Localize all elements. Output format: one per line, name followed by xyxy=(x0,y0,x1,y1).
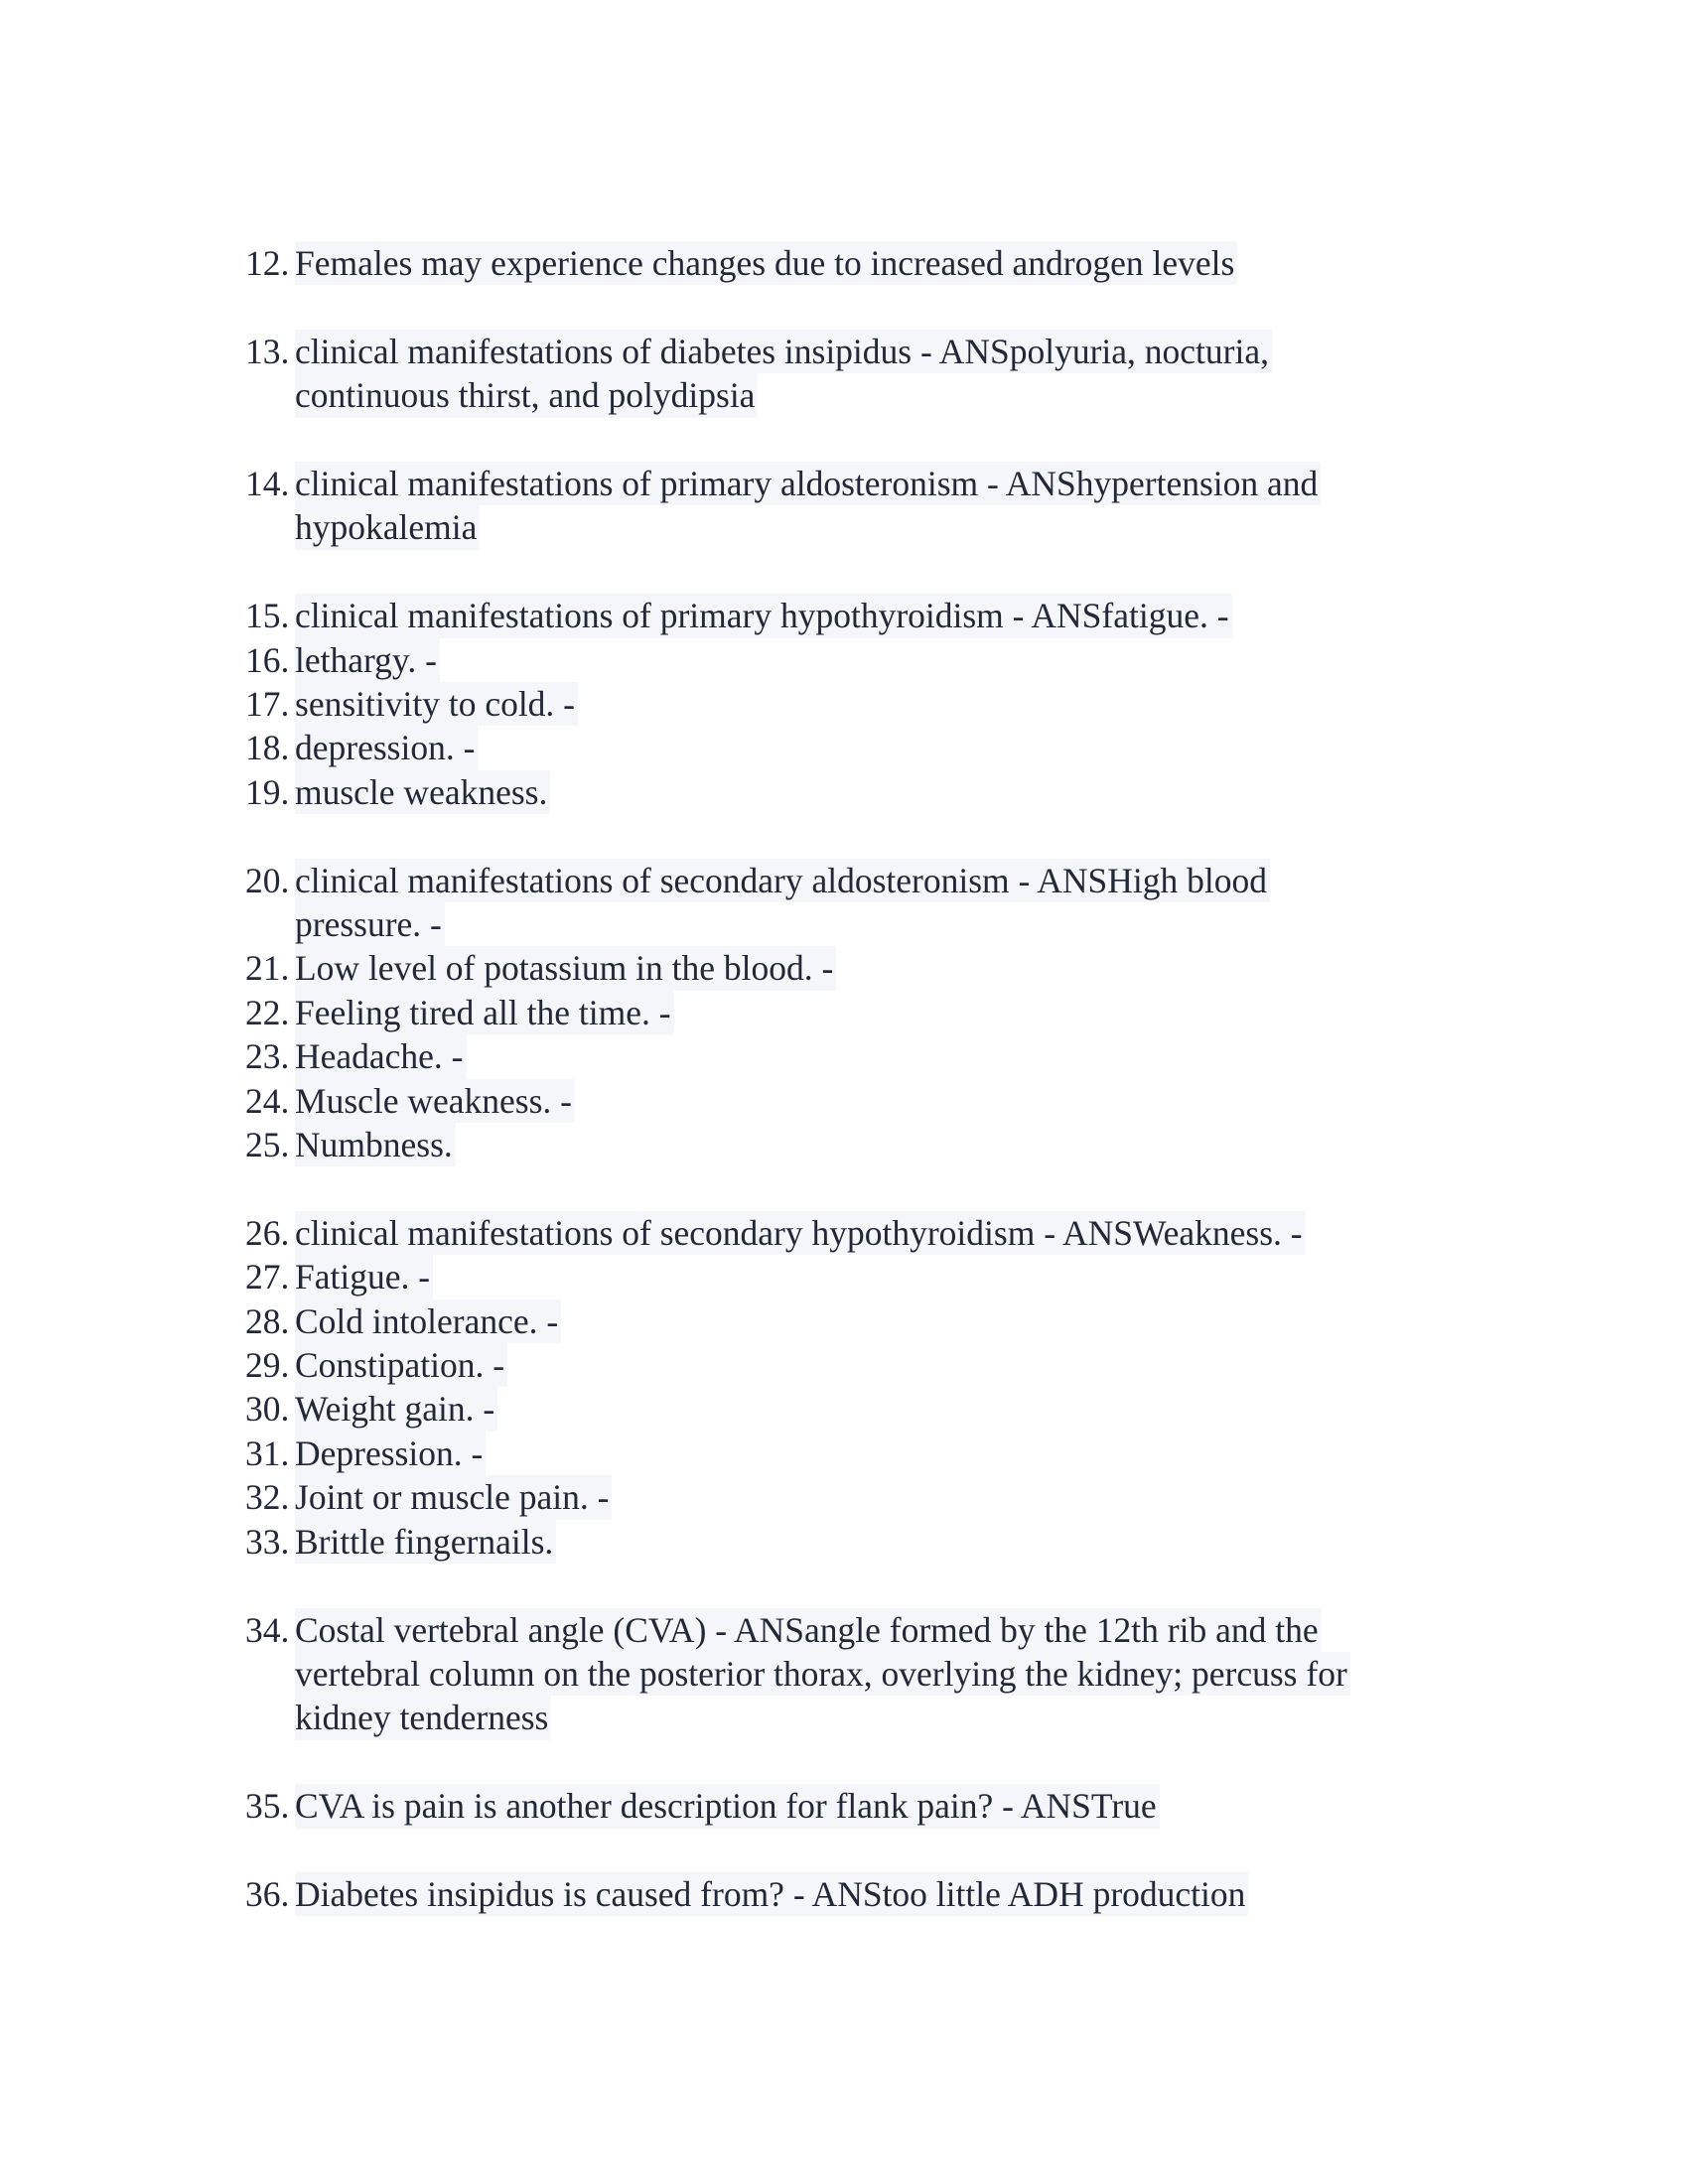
item-text xyxy=(295,682,578,726)
item-group xyxy=(245,1211,1536,1564)
list-item xyxy=(245,770,1536,814)
item-text xyxy=(295,1784,1160,1828)
list-item xyxy=(245,241,1536,285)
list-item xyxy=(245,946,1536,990)
list-item xyxy=(245,1784,1536,1828)
list-item xyxy=(245,1123,1536,1166)
text-line: Muscle weakness. - xyxy=(295,1079,575,1123)
item-text xyxy=(295,1387,497,1431)
item-number: 20. xyxy=(245,860,290,900)
list-item xyxy=(245,1520,1536,1564)
text-line: clinical manifestations of primary hypothyroidism - ANSfatigue. - xyxy=(295,594,1232,637)
item-text xyxy=(295,241,1237,285)
item-text xyxy=(295,1211,1306,1255)
list-item xyxy=(245,859,1536,947)
item-number: 28. xyxy=(245,1300,290,1341)
text-line: Numbness. xyxy=(295,1123,456,1166)
item-number: 18. xyxy=(245,728,290,768)
list-item xyxy=(245,682,1536,726)
item-group xyxy=(245,330,1536,418)
item-number: 29. xyxy=(245,1345,290,1386)
item-number: 16. xyxy=(245,639,290,680)
text-line: Feeling tired all the time. - xyxy=(295,991,674,1034)
text-line: Constipation. - xyxy=(295,1343,507,1387)
item-group xyxy=(245,594,1536,814)
list-item xyxy=(245,1034,1536,1078)
list-item xyxy=(245,462,1536,550)
list-item xyxy=(245,1872,1536,1916)
item-text xyxy=(295,859,1270,947)
text-line: lethargy. - xyxy=(295,638,440,682)
item-text xyxy=(295,770,550,814)
text-line: continuous thirst, and polydipsia xyxy=(295,373,758,417)
text-line: pressure. - xyxy=(295,902,445,946)
item-group xyxy=(245,1784,1536,1828)
item-number: 32. xyxy=(245,1477,290,1518)
text-line: Cold intolerance. - xyxy=(295,1299,561,1343)
item-text xyxy=(295,1520,556,1564)
text-line: Weight gain. - xyxy=(295,1387,497,1431)
text-line: Costal vertebral angle (CVA) - ANSangle formed by the 12th rib and the xyxy=(295,1608,1322,1652)
text-line: muscle weakness. xyxy=(295,770,550,814)
list-item xyxy=(245,726,1536,769)
text-line: Brittle fingernails. xyxy=(295,1520,556,1564)
item-group xyxy=(245,241,1536,285)
item-text xyxy=(295,638,440,682)
item-text xyxy=(295,594,1232,637)
item-group xyxy=(245,1872,1536,1916)
text-line: CVA is pain is another description for flank pain? - ANSTrue xyxy=(295,1784,1160,1828)
list-item xyxy=(245,1608,1536,1740)
item-group xyxy=(245,859,1536,1167)
text-line: clinical manifestations of secondary aldosteronism - ANSHigh blood xyxy=(295,859,1270,902)
text-line: vertebral column on the posterior thorax, overlying the kidney; percuss for xyxy=(295,1652,1350,1696)
text-line: Depression. - xyxy=(295,1432,486,1475)
list-item xyxy=(245,638,1536,682)
item-text xyxy=(295,1475,612,1519)
text-line: Diabetes insipidus is caused from? - ANStoo little ADH production xyxy=(295,1872,1248,1916)
item-number: 22. xyxy=(245,992,290,1032)
item-number: 19. xyxy=(245,771,290,812)
text-line: clinical manifestations of secondary hypothyroidism - ANSWeakness. - xyxy=(295,1211,1306,1255)
item-text xyxy=(295,330,1272,418)
text-line: clinical manifestations of primary aldosteronism - ANShypertension and xyxy=(295,462,1321,505)
item-group xyxy=(245,1608,1536,1740)
list-item xyxy=(245,991,1536,1034)
item-number: 12. xyxy=(245,243,290,283)
item-text xyxy=(295,1608,1350,1740)
item-text xyxy=(295,1872,1248,1916)
list-item xyxy=(245,1299,1536,1343)
item-number: 34. xyxy=(245,1609,290,1650)
item-number: 23. xyxy=(245,1036,290,1077)
list-item xyxy=(245,1343,1536,1387)
item-text xyxy=(295,946,836,990)
item-number: 15. xyxy=(245,596,290,636)
item-number: 13. xyxy=(245,331,290,371)
item-number: 35. xyxy=(245,1786,290,1827)
item-number: 25. xyxy=(245,1125,290,1165)
item-text xyxy=(295,1343,507,1387)
list-item xyxy=(245,330,1536,418)
item-number: 36. xyxy=(245,1873,290,1914)
item-number: 24. xyxy=(245,1080,290,1121)
list-item xyxy=(245,1079,1536,1123)
text-line: Fatigue. - xyxy=(295,1255,433,1298)
list-item xyxy=(245,1387,1536,1431)
item-group xyxy=(245,462,1536,550)
item-number: 30. xyxy=(245,1389,290,1430)
text-line: clinical manifestations of diabetes insipidus - ANSpolyuria, nocturia, xyxy=(295,330,1272,373)
text-line: Headache. - xyxy=(295,1034,467,1078)
item-number: 14. xyxy=(245,464,290,503)
item-text xyxy=(295,1299,561,1343)
item-number: 27. xyxy=(245,1257,290,1297)
item-text xyxy=(295,1034,467,1078)
text-line: depression. - xyxy=(295,726,478,769)
item-text xyxy=(295,462,1321,550)
text-line: kidney tenderness xyxy=(295,1696,551,1739)
list-item xyxy=(245,1432,1536,1475)
text-line: sensitivity to cold. - xyxy=(295,682,578,726)
item-text xyxy=(295,991,674,1034)
item-number: 21. xyxy=(245,948,290,989)
list-item xyxy=(245,1255,1536,1298)
item-text xyxy=(295,726,478,769)
text-line: Low level of potassium in the blood. - xyxy=(295,946,836,990)
item-text xyxy=(295,1079,575,1123)
item-number: 17. xyxy=(245,684,290,725)
list-item xyxy=(245,1211,1536,1255)
item-text xyxy=(295,1123,456,1166)
list-item xyxy=(245,1475,1536,1519)
item-number: 33. xyxy=(245,1521,290,1562)
text-line: Females may experience changes due to increased androgen levels xyxy=(295,241,1237,285)
text-line: hypokalemia xyxy=(295,505,480,549)
text-line: Joint or muscle pain. - xyxy=(295,1475,612,1519)
item-number: 31. xyxy=(245,1433,290,1473)
document-page xyxy=(245,241,1536,1961)
item-number: 26. xyxy=(245,1212,290,1253)
item-text xyxy=(295,1432,486,1475)
list-item xyxy=(245,594,1536,637)
item-text xyxy=(295,1255,433,1298)
